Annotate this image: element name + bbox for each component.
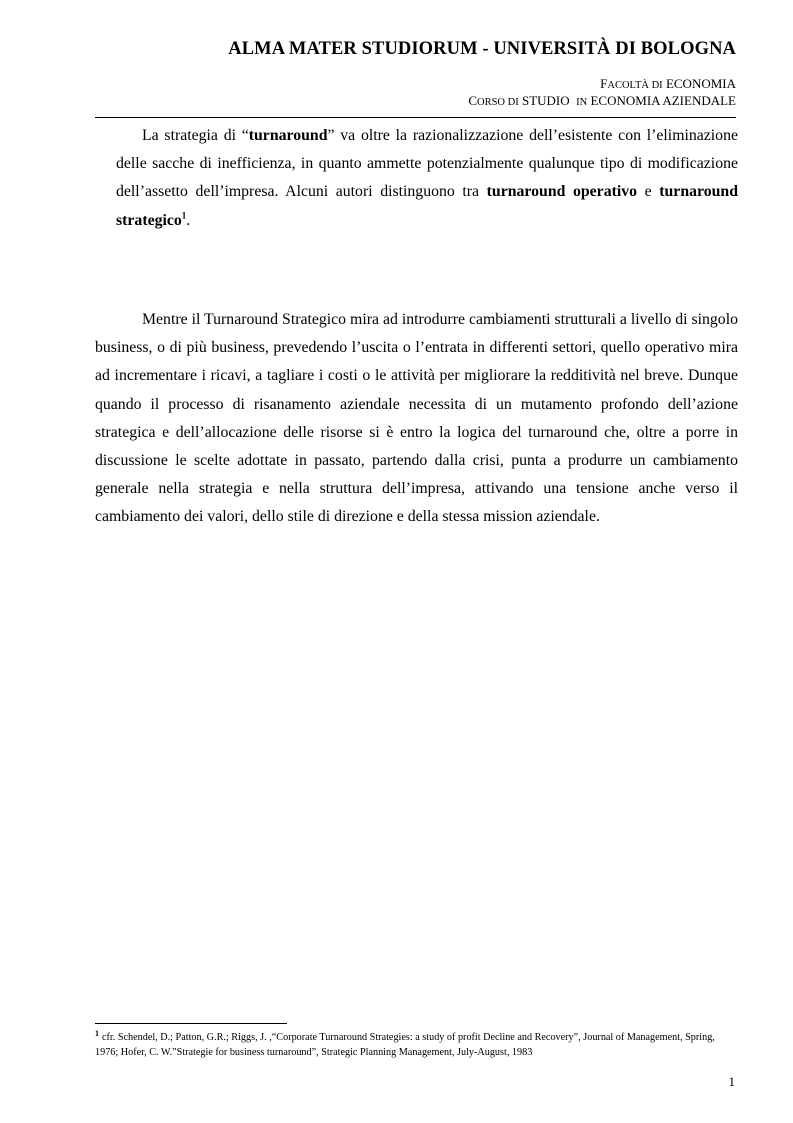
course-subject: ECONOMIA AZIENDALE [590, 93, 736, 108]
course-name: STUDIO [521, 93, 570, 108]
p1-text-4: . [186, 211, 191, 229]
p1-bold-turnaround-strategico: turnaround strategico [116, 183, 738, 229]
faculty-line [600, 76, 736, 92]
paragraph-turnaround-definition [116, 122, 738, 235]
footnote [95, 1030, 736, 1060]
p1-text-1: La strategia di “ [142, 127, 249, 144]
footnote-reference[interactable]: 1 [181, 210, 187, 221]
paragraph-strategic-vs-operational: Mentre il Turnaround Strategico mira ad introdurre cambiamenti strutturali a livello di singolo business, o di più business, prevedendo l’uscita o l’entrata in differenti settori, quello operativo mira ad incrementare i ricavi, a tagliare i costi o le attività per migliorare la redditività nel breve. Dunque quando il processo di risanamento aziendale necessita di un mutamento profondo dell’azione strategica e dell’allocazione delle risorse si è entro la logica del turnaround che, oltre a porre in discussione le scelte adottate in passato, partendo dalla crisi, punta a produrre un cambiamento generale nella strategia e nella struttura dell’impresa, attivando una tensione anche verso il cambiamento dei valori, dello stile di direzione e della stessa mission aziendale. [95, 311, 738, 526]
p1-text-2: ” va oltre la razionalizzazione dell’esistente con l’eliminazione delle sacche di inefficienza, in quanto ammette potenzialmente qualunque tipo di modificazione dell’assetto dell’impresa. Alcuni autori distinguono tra [116, 127, 738, 201]
page-number: 1 [728, 1074, 735, 1089]
faculty-prefix-small: ACOLTÀ DI [607, 80, 663, 91]
p1-text-3: e [637, 183, 660, 201]
course-prefix-small: ORSO DI [477, 97, 519, 108]
course-line [468, 93, 736, 109]
footnote-divider [95, 1023, 287, 1024]
faculty-prefix-cap: F [600, 76, 608, 91]
course-in: IN [576, 97, 588, 108]
faculty-name: ECONOMIA [665, 76, 736, 91]
header-divider [95, 117, 736, 118]
p1-bold-turnaround: turnaround [248, 127, 328, 144]
footnote-text: cfr. Schendel, D.; Patton, G.R.; Riggs, J. ,“Corporate Turnaround Strategies: a study of profit Decline and Recovery”, Journal of Management, Spring, 1976; Hofer, C. W.”Strategie for business turnaround”, Strategic Planning Management, July-August, 1983 [95, 1032, 715, 1058]
university-title: ALMA MATER STUDIORUM - UNIVERSITÀ DI BOLOGNA [228, 39, 736, 59]
course-prefix-cap: C [468, 93, 477, 108]
p1-bold-turnaround-operativo: turnaround operativo [486, 183, 638, 201]
footnote-marker: 1 [95, 1028, 99, 1038]
